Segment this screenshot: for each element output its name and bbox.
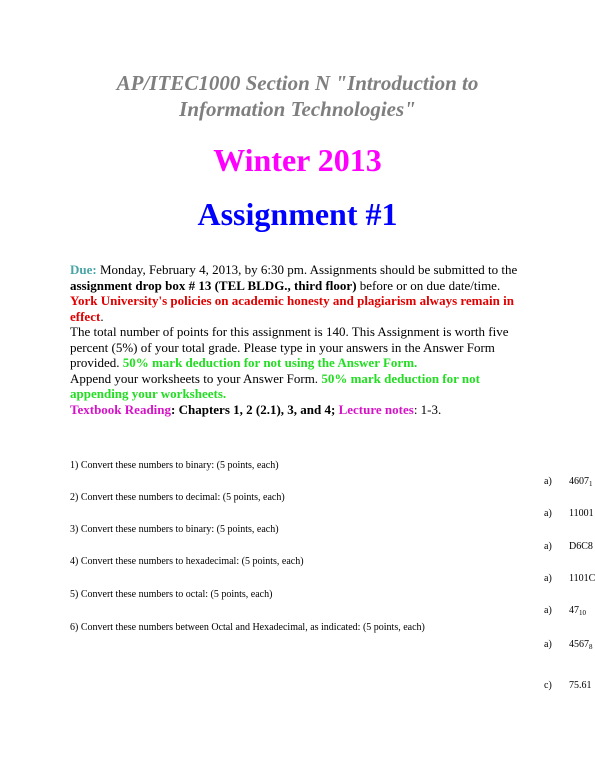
answer-base: 1 bbox=[589, 480, 593, 488]
answer-number: 1101C bbox=[569, 573, 595, 584]
due-tail: before or on due date/time. bbox=[356, 277, 501, 293]
policy-paragraph bbox=[70, 293, 540, 324]
policy-text: York University's policies on academic honesty and plagiarism always remain in effect bbox=[70, 293, 514, 324]
policy-tail: . bbox=[100, 308, 104, 324]
reading-label: Textbook Reading bbox=[70, 401, 172, 417]
term-title: Winter 2013 bbox=[213, 142, 382, 178]
points-text: The total number of points for this assignment is 140. This Assignment is worth five percent (5%) of your total grade. Please type in your answers in the Answer Form provided. bbox=[70, 324, 509, 370]
reading-colon: : Chapters 1, 2 (2.1), 3, and 4; bbox=[171, 401, 339, 417]
reading-paragraph bbox=[70, 402, 540, 418]
append-paragraph bbox=[70, 371, 540, 402]
answer-value bbox=[569, 541, 593, 552]
due-label: Due: bbox=[70, 262, 97, 277]
append-text: Append your worksheets to your Answer Form. bbox=[70, 370, 322, 386]
course-title bbox=[0, 70, 595, 122]
answer-number: 47 bbox=[569, 605, 579, 616]
course-title-line1: AP/ITEC1000 Section N "Introduction to bbox=[116, 71, 479, 95]
due-paragraph bbox=[70, 262, 540, 293]
answer-value bbox=[569, 639, 593, 651]
answer-value bbox=[569, 573, 595, 584]
question-1: 1) Convert these numbers to binary: (5 points, each) bbox=[70, 460, 279, 471]
answer-number: 11001 bbox=[569, 508, 594, 519]
answer-value bbox=[569, 508, 594, 519]
answer-number: D6C8 bbox=[569, 541, 593, 552]
question-4: 4) Convert these numbers to hexadecimal: (5 points, each) bbox=[70, 556, 304, 567]
answer-label: a) bbox=[544, 573, 552, 584]
due-text: Monday, February 4, 2013, by 6:30 pm. Assignments should be submitted to the bbox=[96, 262, 518, 277]
answer-base: 10 bbox=[579, 609, 586, 617]
question-5: 5) Convert these numbers to octal: (5 points, each) bbox=[70, 589, 273, 600]
answer-value bbox=[569, 476, 593, 488]
points-paragraph bbox=[70, 324, 540, 371]
answer-label: a) bbox=[544, 605, 552, 616]
answer-label: a) bbox=[544, 639, 552, 650]
answer-value bbox=[569, 680, 592, 691]
dropbox-text: assignment drop box # 13 (TEL BLDG., third floor) bbox=[70, 277, 357, 293]
lecture-label: Lecture notes bbox=[338, 401, 414, 417]
deduction-form: 50% mark deduction for not using the Answer Form. bbox=[122, 355, 418, 370]
assignment-title: Assignment #1 bbox=[197, 196, 398, 232]
answer-number: 75.61 bbox=[569, 680, 592, 691]
answer-label: a) bbox=[544, 508, 552, 519]
lecture-tail: : 1-3. bbox=[413, 401, 442, 417]
answer-number: 4607 bbox=[569, 476, 589, 487]
answer-label: c) bbox=[544, 680, 552, 691]
answer-label: a) bbox=[544, 476, 552, 487]
answer-number: 4567 bbox=[569, 639, 589, 650]
answer-base: 8 bbox=[589, 643, 593, 651]
question-2: 2) Convert these numbers to decimal: (5 points, each) bbox=[70, 492, 285, 503]
deduction-worksheets: 50% mark deduction for not appending your worksheets. bbox=[70, 370, 480, 401]
answer-value bbox=[569, 605, 586, 617]
answer-label: a) bbox=[544, 541, 552, 552]
question-6: 6) Convert these numbers between Octal and Hexadecimal, as indicated: (5 points, each) bbox=[70, 622, 425, 633]
course-title-line2: Information Technologies" bbox=[179, 97, 416, 121]
instructions bbox=[70, 262, 540, 417]
question-3: 3) Convert these numbers to binary: (5 points, each) bbox=[70, 524, 279, 535]
